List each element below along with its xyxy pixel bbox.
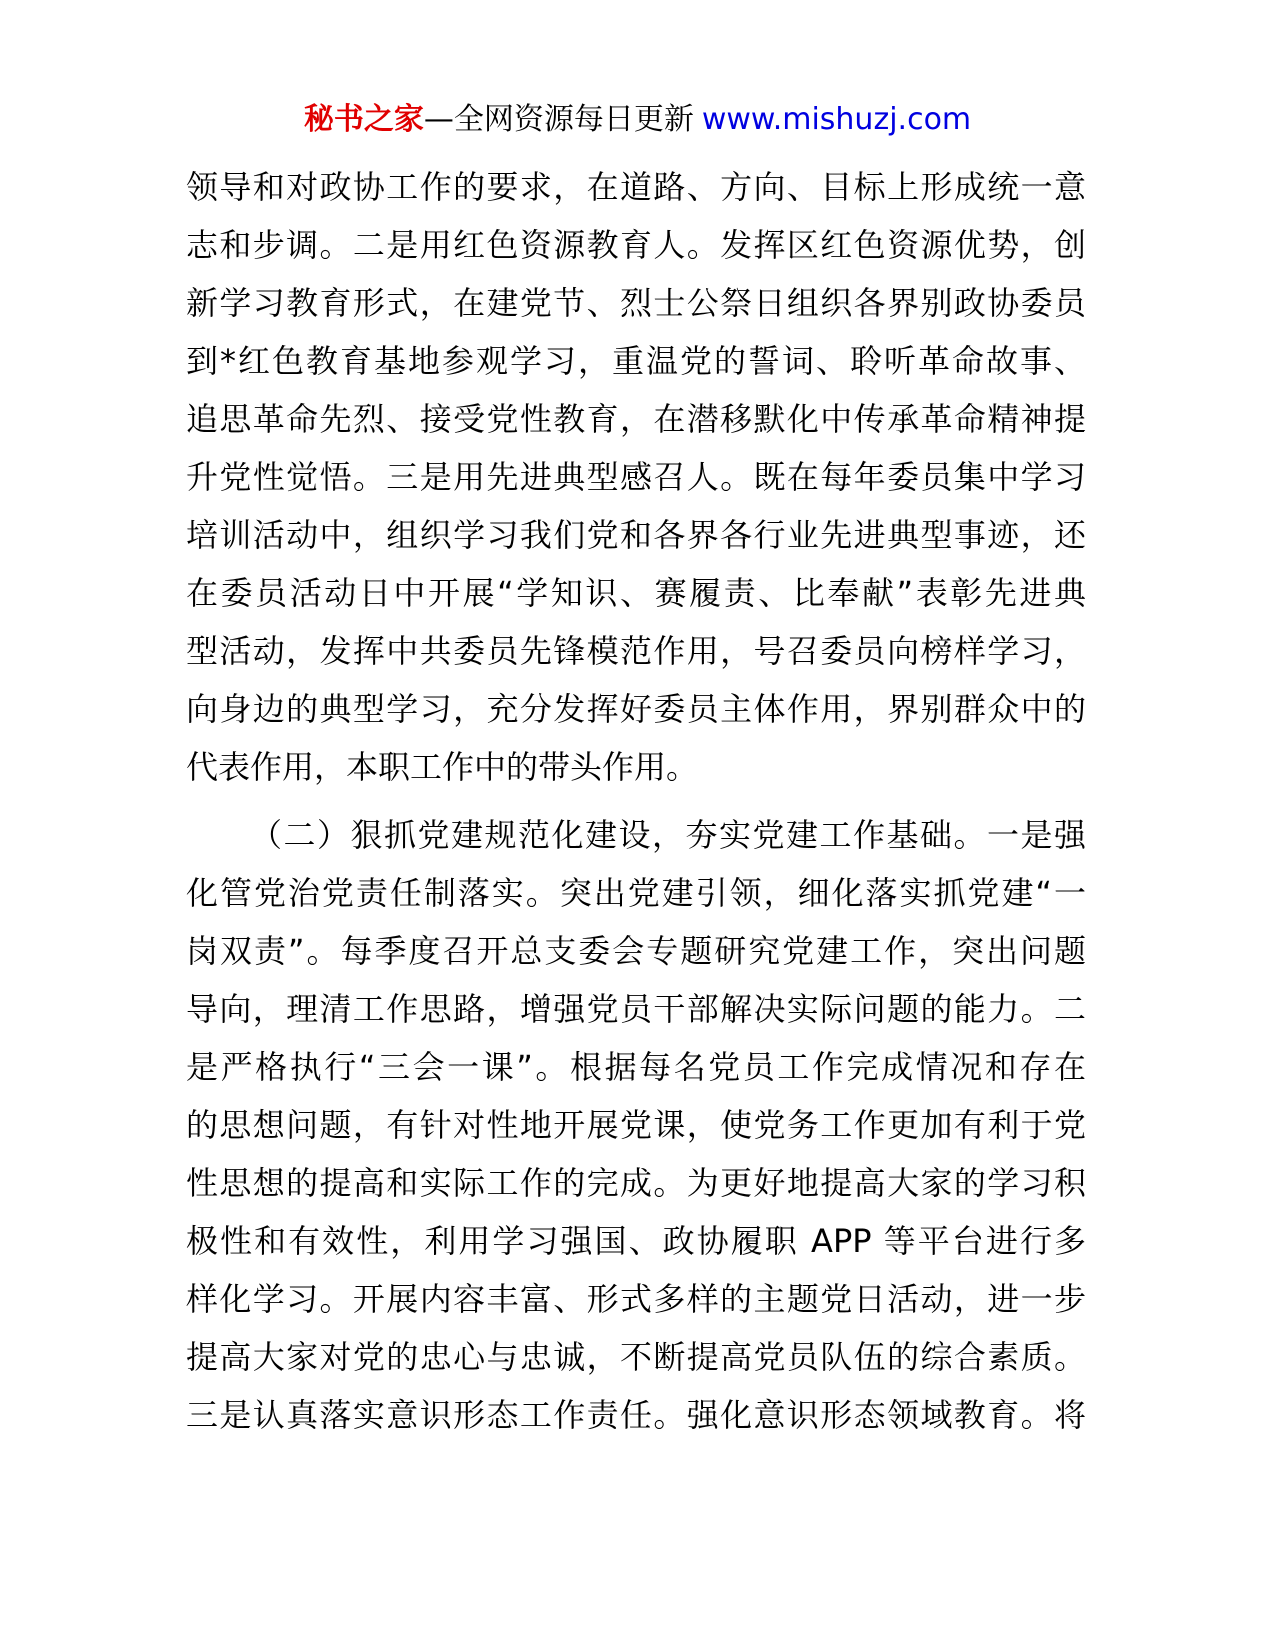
text-line: 在委员活动日中开展“学知识、赛履责、比奉献”表彰先进典 (186, 574, 1086, 612)
paragraph-spacer (186, 796, 1086, 806)
text-line: 岗双责”。每季度召开总支委会专题研究党建工作，突出问题 (186, 932, 1086, 970)
header-tagline: —全网资源每日更新 (423, 102, 694, 137)
page-header (0, 100, 1275, 140)
site-url-link[interactable]: www.mishuzj.com (701, 102, 972, 137)
text-line: 培训活动中，组织学习我们党和各界各行业先进典型事迹，还 (186, 516, 1086, 554)
text-line: 到*红色教育基地参观学习，重温党的誓词、聆听革命故事、 (186, 342, 1086, 380)
text-line: 样化学习。开展内容丰富、形式多样的主题党日活动，进一步 (186, 1280, 1086, 1318)
text-line: 三是认真落实意识形态工作责任。强化意识形态领域教育。将 (186, 1396, 1086, 1434)
text-line: 代表作用，本职工作中的带头作用。 (186, 748, 699, 786)
text-line: （二）狠抓党建规范化建设，夯实党建工作基础。一是强 (250, 816, 1086, 854)
text-line: 追思革命先烈、接受党性教育，在潜移默化中传承革命精神提 (186, 400, 1086, 438)
text-line: 新学习教育形式，在建党节、烈士公祭日组织各界别政协委员 (186, 284, 1086, 322)
text-line: 化管党治党责任制落实。突出党建引领，细化落实抓党建“一 (186, 874, 1086, 912)
paragraph-1 (186, 158, 1086, 796)
text-line: 型活动，发挥中共委员先锋模范作用，号召委员向榜样学习， (186, 632, 1086, 670)
paragraph-2 (186, 806, 1086, 1444)
text-line: 升党性觉悟。三是用先进典型感召人。既在每年委员集中学习 (186, 458, 1086, 496)
document-body (186, 158, 1086, 1444)
text-line: 领导和对政协工作的要求，在道路、方向、目标上形成统一意 (186, 168, 1086, 206)
text-line: 提高大家对党的忠心与忠诚，不断提高党员队伍的综合素质。 (186, 1338, 1086, 1376)
text-line: 导向，理清工作思路，增强党员干部解决实际问题的能力。二 (186, 990, 1086, 1028)
text-line: 极性和有效性，利用学习强国、政协履职 APP 等平台进行多 (186, 1222, 1086, 1260)
text-line: 是严格执行“三会一课”。根据每名党员工作完成情况和存在 (186, 1048, 1086, 1086)
brand-name: 秘书之家 (303, 102, 424, 137)
text-line: 志和步调。二是用红色资源教育人。发挥区红色资源优势，创 (186, 226, 1086, 264)
text-line: 的思想问题，有针对性地开展党课，使党务工作更加有利于党 (186, 1106, 1086, 1144)
text-line: 性思想的提高和实际工作的完成。为更好地提高大家的学习积 (186, 1164, 1086, 1202)
text-line: 向身边的典型学习，充分发挥好委员主体作用，界别群众中的 (186, 690, 1086, 728)
